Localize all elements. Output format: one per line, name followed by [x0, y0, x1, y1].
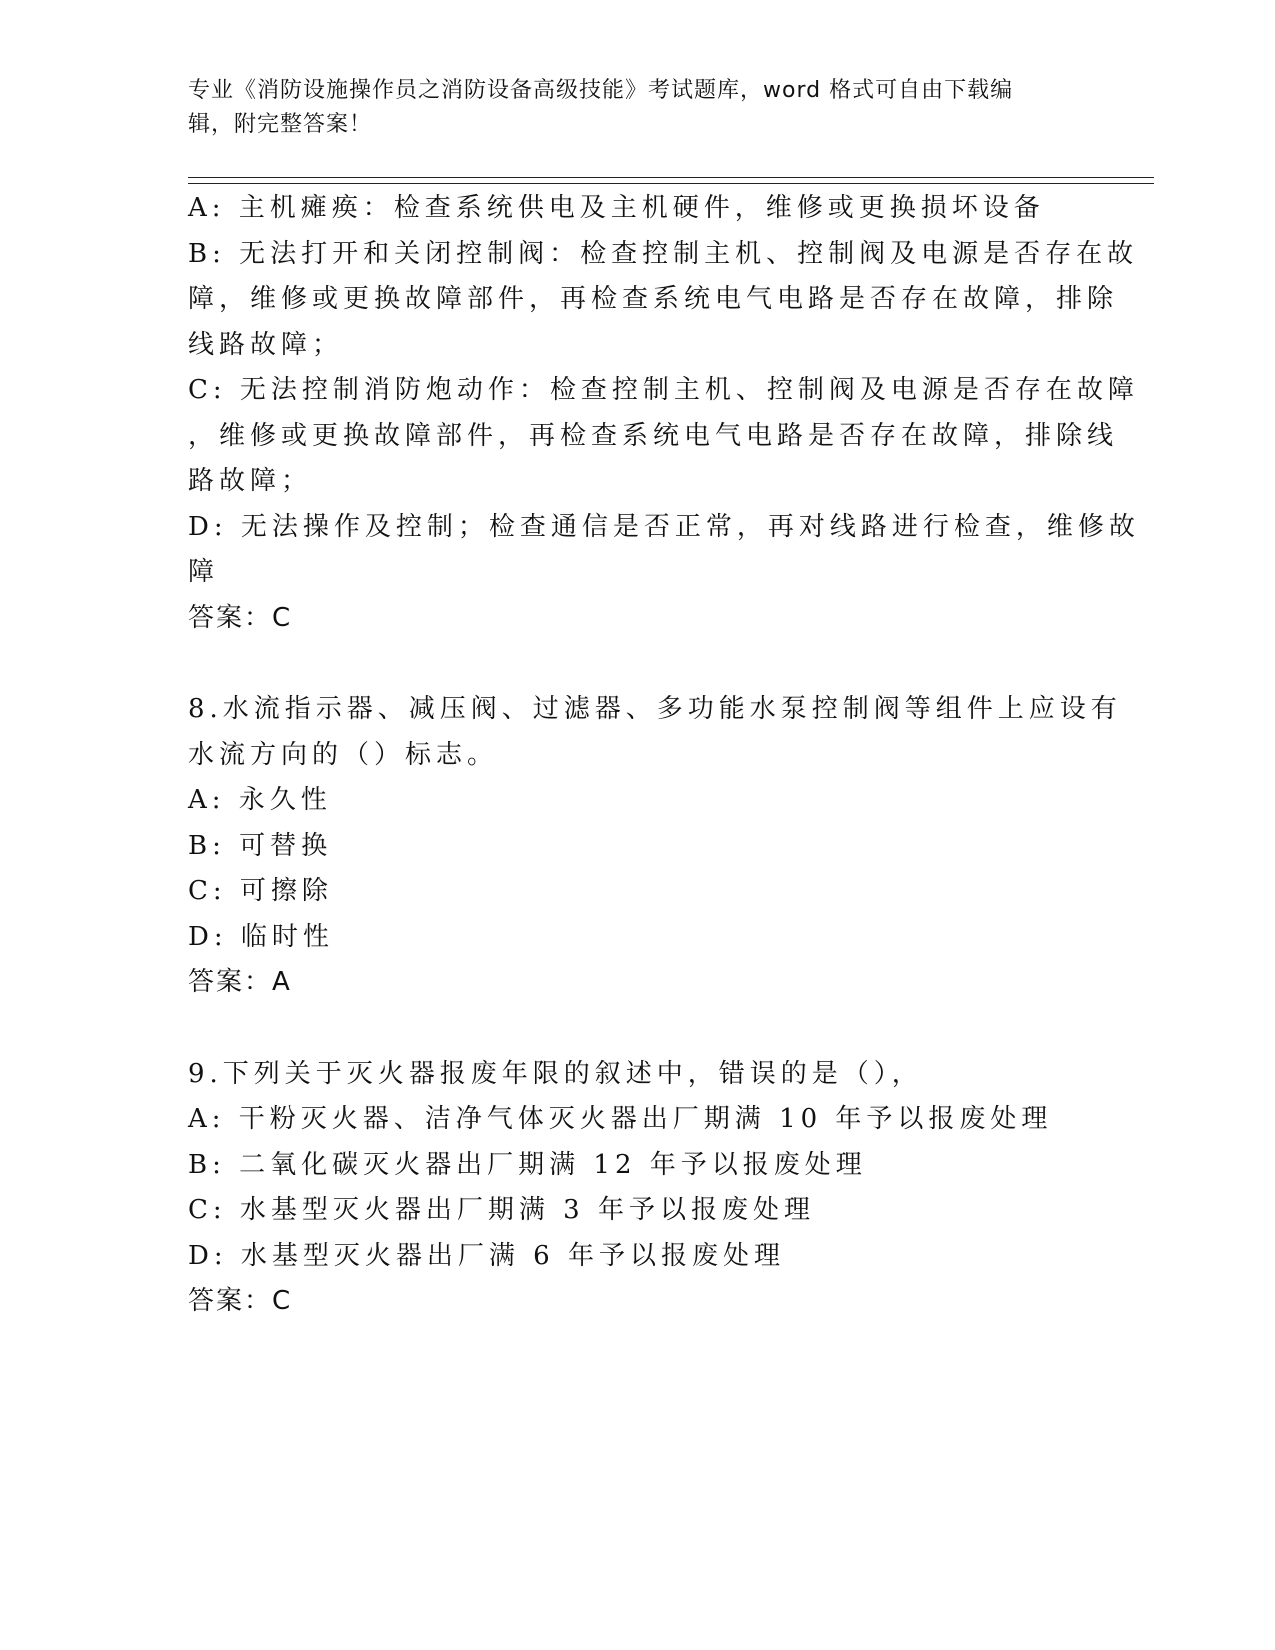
q7-option-c-line-1: C: 无法控制消防炮动作：检查控制主机、控制阀及电源是否存在故障 [188, 375, 1139, 405]
header-divider-top [188, 177, 1154, 178]
question-9 [188, 1052, 1088, 1325]
q9-option-a: A: 干粉灭火器、洁净气体灭火器出厂期满 10 年予以报废处理 [188, 1104, 1053, 1134]
q8-option-c: C: 可擦除 [188, 876, 333, 906]
q7-option-c-line-3: 路故障； [188, 466, 313, 496]
q7-answer: 答案：C [188, 602, 293, 633]
spacer [188, 641, 1088, 687]
q9-stem: 9.下列关于灭火器报废年限的叙述中，错误的是（）， [188, 1058, 923, 1089]
q9-option-c: C: 水基型灭火器出厂期满 3 年予以报废处理 [188, 1195, 815, 1225]
q7-option-d-line-1: D: 无法操作及控制；检查通信是否正常，再对线路进行检查，维修故 [188, 511, 1140, 542]
question-list [188, 186, 1140, 1325]
header-line-1: 专业《消防设施操作员之消防设备高级技能》考试题库，word 格式可自由下载编 [188, 78, 1014, 103]
q9-answer: 答案：C [188, 1286, 293, 1316]
q8-option-d: D: 临时性 [188, 921, 334, 952]
question-7 [188, 186, 1140, 641]
q7-option-d-line-2: 障 [188, 557, 220, 587]
q8-stem-line-1: 8.水流指示器、减压阀、过滤器、多功能水泵控制阀等组件上应设有 [188, 694, 1122, 724]
q7-option-a: A: 主机瘫痪：检查系统供电及主机硬件，维修或更换损坏设备 [188, 193, 1045, 223]
q9-option-d: D: 水基型灭火器出厂满 6 年予以报废处理 [188, 1240, 785, 1271]
document-header [188, 74, 1068, 142]
spacer [188, 1006, 1088, 1052]
q8-option-a: A: 永久性 [188, 785, 332, 815]
q7-option-b-line-1: B: 无法打开和关闭控制阀：检查控制主机、控制阀及电源是否存在故 [188, 238, 1139, 269]
q8-option-b: B: 可替换 [188, 830, 333, 861]
q7-option-b-line-2: 障，维修或更换故障部件，再检查系统电气电路是否存在故障，排除 [188, 284, 1119, 314]
q8-stem-line-2: 水流方向的（）标志。 [188, 739, 499, 770]
q7-option-b-line-3: 线路故障； [188, 329, 344, 360]
q7-option-c-line-2: ，维修或更换故障部件，再检查系统电气电路是否存在故障，排除线 [188, 420, 1119, 451]
q8-answer: 答案：A [188, 967, 292, 997]
header-line-2: 辑，附完整答案！ [188, 112, 373, 137]
q9-option-b: B: 二氧化碳灭火器出厂期满 12 年予以报废处理 [188, 1149, 867, 1180]
header-divider-bottom [188, 183, 1154, 184]
question-8 [188, 687, 1122, 1006]
